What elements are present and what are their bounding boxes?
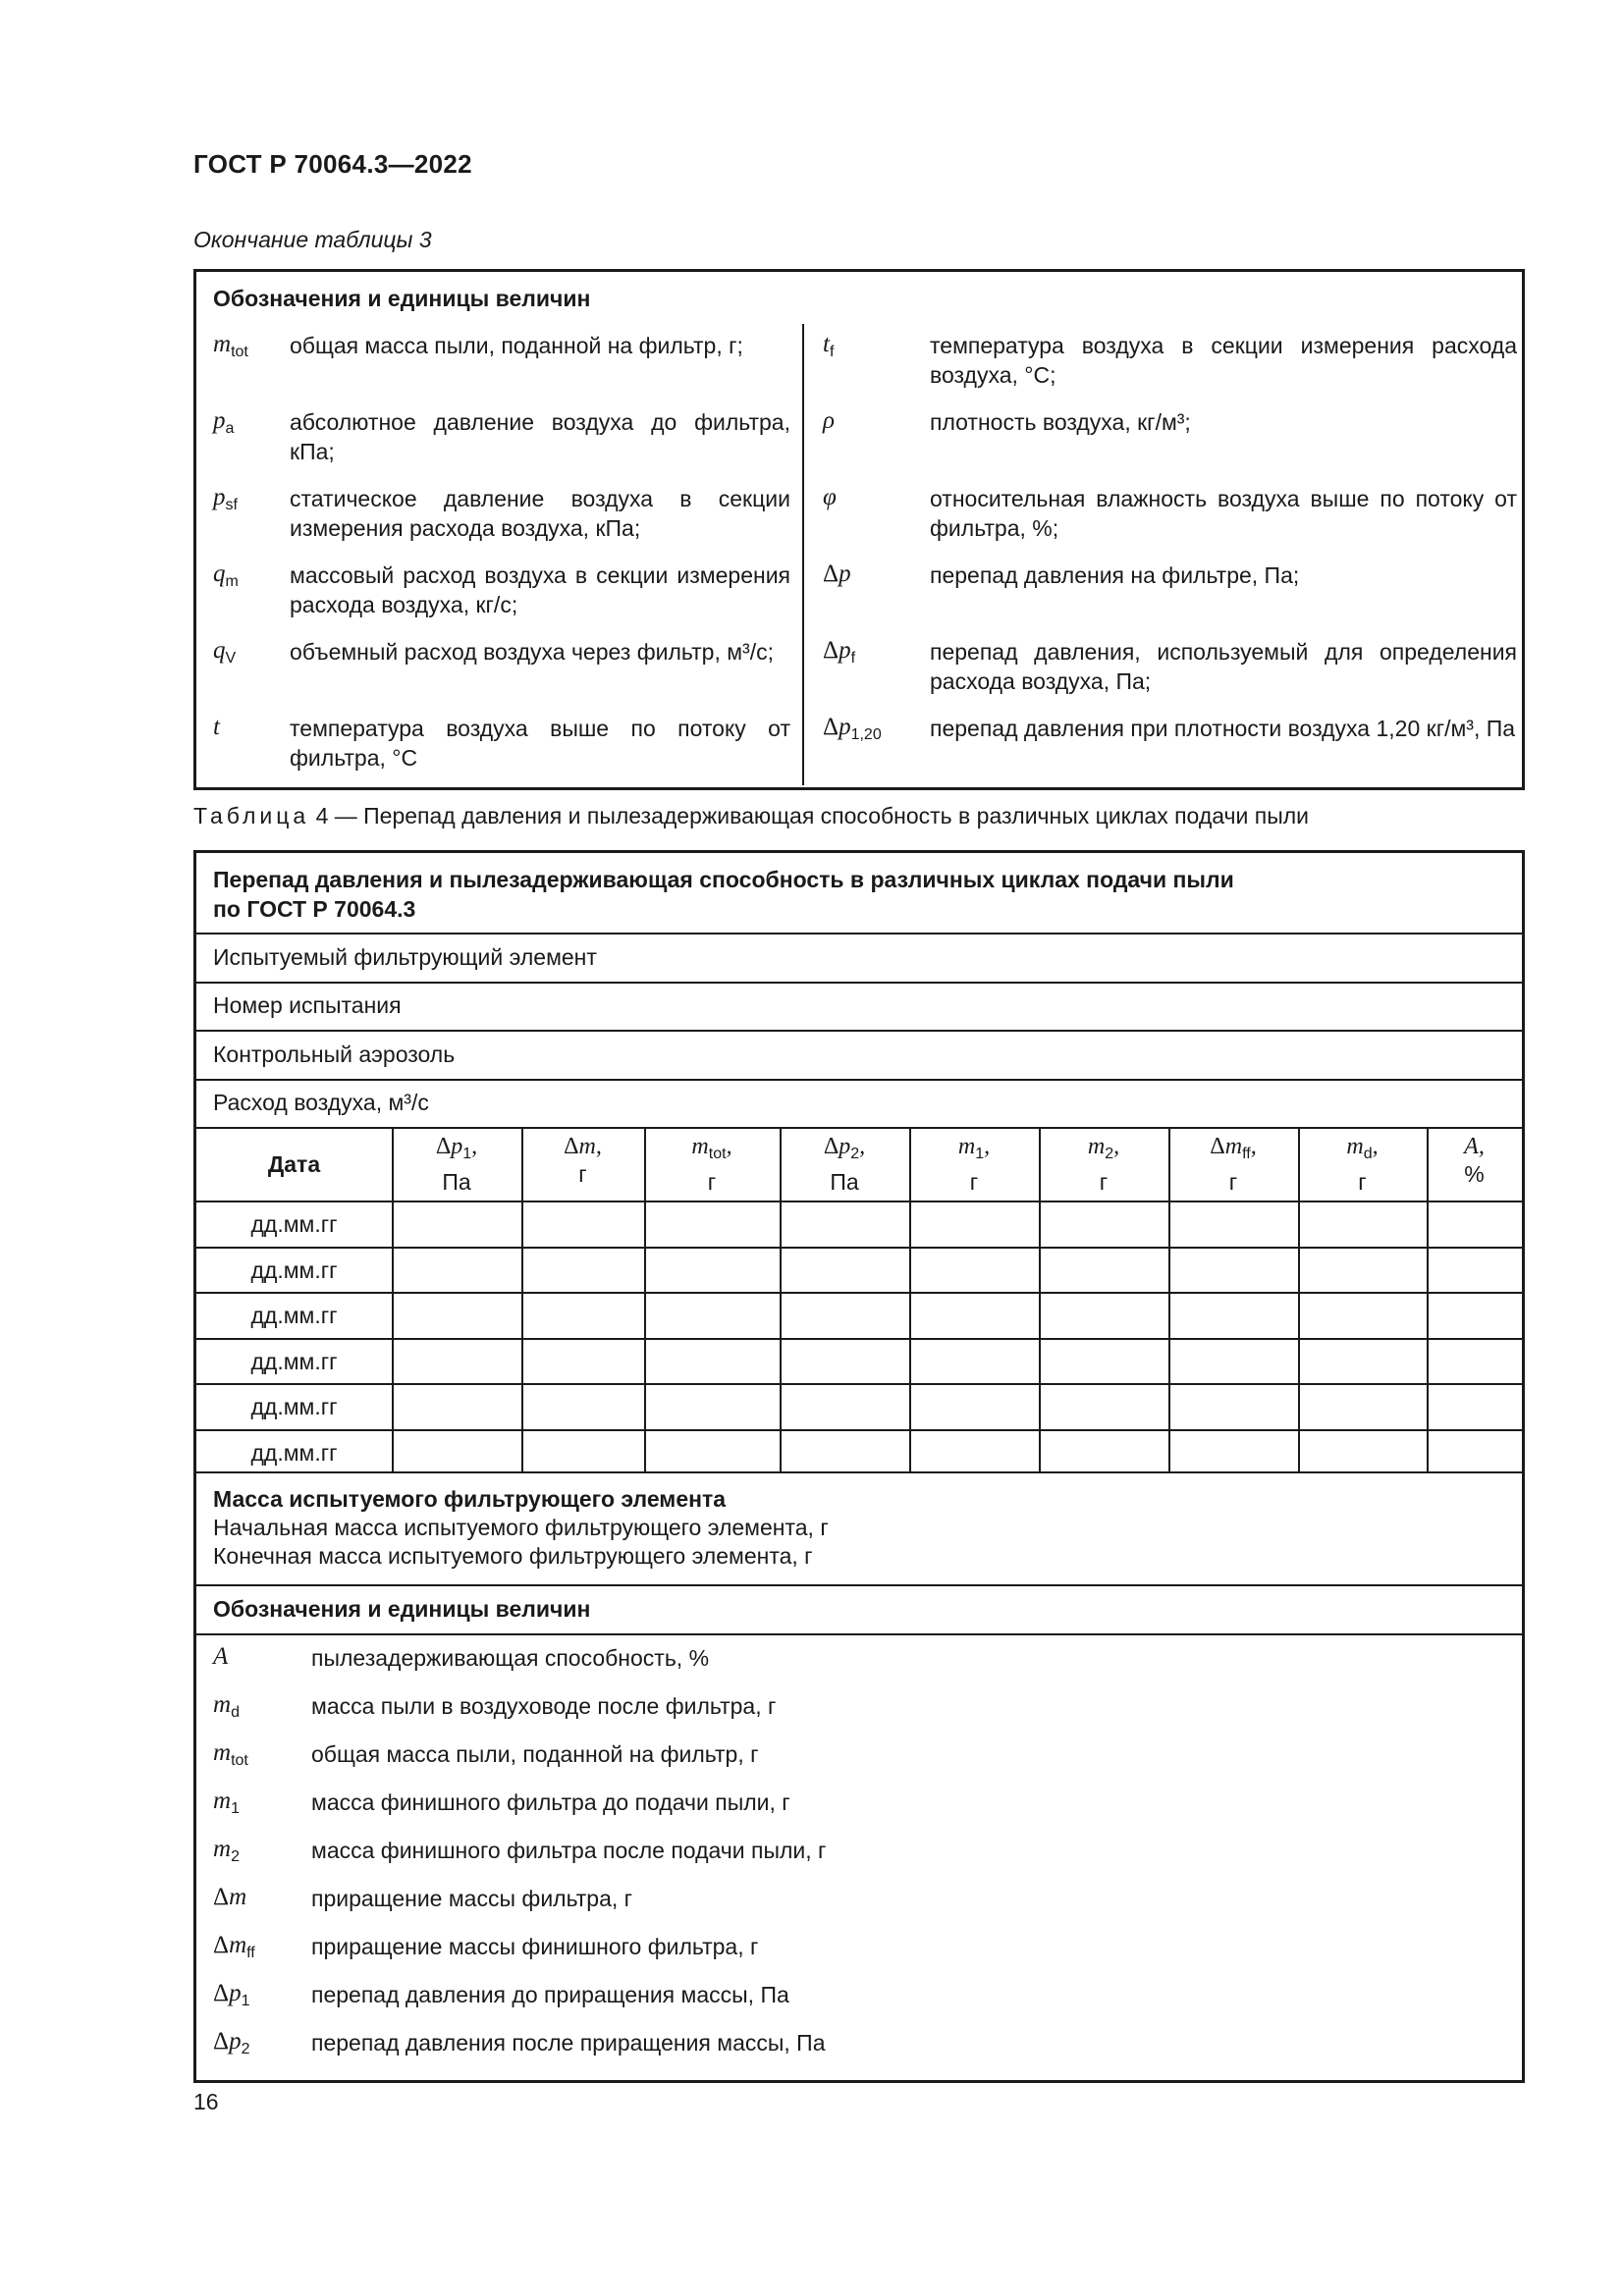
divider	[196, 1079, 1522, 1081]
table3-left-symbol: $p_{sf}$	[213, 484, 238, 513]
column-unit: Па	[442, 1169, 471, 1195]
divider	[196, 933, 1522, 934]
glossary-symbol: $\Delta p_1$	[213, 1980, 250, 2009]
document-id: ГОСТ Р 70064.3—2022	[193, 149, 472, 179]
glossary-symbol: $m_d$	[213, 1691, 240, 1721]
table3-right-description: температура воздуха в секции измерения расхода воздуха, °С;	[930, 333, 1517, 388]
table4-caption-text: 4 — Перепад давления и пылезадерживающая способность в различных циклах подачи пыли	[315, 803, 1310, 828]
glossary-description: общая масса пыли, поданной на фильтр, г	[311, 1741, 759, 1767]
table3-right-symbol: Δp	[823, 561, 851, 587]
date-cell: дд.мм.гг	[250, 1303, 338, 1328]
table4-title-line2: по ГОСТ Р 70064.3	[213, 896, 416, 922]
info-row-aerosol: Контрольный аэрозоль	[213, 1041, 456, 1067]
column-header: $\Delta p_1$, Па	[392, 1133, 521, 1196]
table3-right-description: перепад давления при плотности воздуха 1,20 кг/м³, Па	[930, 716, 1516, 741]
table3-right-description: относительная влажность воздуха выше по потоку от фильтра, %;	[930, 486, 1517, 541]
page-number: 16	[193, 2089, 219, 2114]
column-unit: г	[1358, 1169, 1367, 1195]
table3-left-description: абсолютное давление воздуха до фильтра, кПа;	[290, 409, 790, 464]
glossary-symbol: $\Delta m_{ff}$	[213, 1932, 255, 1961]
column-header: A, %	[1427, 1133, 1522, 1188]
glossary-symbol: $\Delta p_2$	[213, 2028, 250, 2057]
divider	[196, 1471, 1522, 1473]
column-header: $\Delta p_2$, Па	[780, 1133, 909, 1196]
glossary-description: масса финишного фильтра до подачи пыли, г	[311, 1789, 790, 1815]
glossary-symbol: A	[213, 1643, 229, 1670]
divider	[196, 1429, 1522, 1431]
date-cell: дд.мм.гг	[250, 1348, 338, 1374]
column-unit: г	[707, 1169, 717, 1195]
table3-left-symbol: $q_m$	[213, 561, 239, 590]
table3-left-description: температура воздуха выше по потоку от фильтра, °С	[290, 716, 790, 771]
glossary-description: приращение массы фильтра, г	[311, 1886, 633, 1911]
column-unit: г	[1099, 1169, 1109, 1195]
column-unit: г	[969, 1169, 979, 1195]
table3-header: Обозначения и единицы величин	[213, 286, 591, 311]
glossary-symbol: $m_2$	[213, 1836, 240, 1865]
table3-left-symbol: $p_a$	[213, 407, 235, 437]
glossary-description: пылезадерживающая способность, %	[311, 1645, 710, 1671]
glossary-symbol: Δm	[213, 1884, 247, 1910]
glossary-symbol: $m_{tot}$	[213, 1739, 248, 1769]
table3-right-symbol: ρ	[823, 407, 835, 434]
table3-continuation	[193, 269, 1525, 790]
divider	[196, 1247, 1522, 1249]
table4-caption	[193, 803, 1309, 829]
table3-column-divider	[802, 324, 804, 785]
glossary-description: приращение массы финишного фильтра, г	[311, 1934, 759, 1959]
table3-left-description: объемный расход воздуха через фильтр, м³/с;	[290, 639, 774, 665]
table3-left-symbol: t	[213, 714, 220, 740]
column-header-date: Дата	[267, 1151, 321, 1177]
glossary-description: масса финишного фильтра после подачи пыли, г	[311, 1838, 827, 1863]
mass-header: Масса испытуемого фильтрующего элемента	[213, 1486, 727, 1512]
table4-caption-word: Таблица	[193, 803, 310, 828]
table3-left-description: массовый расход воздуха в секции измерения расхода воздуха, кг/с;	[290, 562, 790, 617]
column-unit: Па	[830, 1169, 859, 1195]
divider	[196, 1338, 1522, 1340]
table3-left-description: статическое давление воздуха в секции измерения расхода воздуха, кПа;	[290, 486, 790, 541]
date-cell: дд.мм.гг	[250, 1211, 338, 1237]
table3-right-symbol: φ	[823, 484, 837, 510]
table3-right-description: перепад давления на фильтре, Па;	[930, 562, 1300, 588]
glossary-description: перепад давления до приращения массы, Па	[311, 1982, 789, 2007]
date-cell: дд.мм.гг	[250, 1394, 338, 1419]
divider	[196, 982, 1522, 984]
column-unit: г	[578, 1161, 587, 1187]
mass-initial: Начальная масса испытуемого фильтрующего элемента, г	[213, 1515, 829, 1540]
info-row-test-number: Номер испытания	[213, 992, 402, 1018]
mass-section	[213, 1485, 829, 1571]
table3-right-description: плотность воздуха, кг/м³;	[930, 409, 1191, 435]
glossary-description: перепад давления после приращения массы, Па	[311, 2030, 826, 2056]
divider	[196, 1383, 1522, 1385]
mass-final: Конечная масса испытуемого фильтрующего элемента, г	[213, 1543, 813, 1569]
column-unit: г	[1228, 1169, 1238, 1195]
divider	[196, 1201, 1522, 1202]
table3-right-symbol: $\Delta p_{1,20}$	[823, 714, 882, 743]
table4-title-line1: Перепад давления и пылезадерживающая способность в различных циклах подачи пыли	[213, 867, 1234, 892]
table3-left-symbol: $q_V$	[213, 637, 237, 667]
column-header: $m_d$, г	[1298, 1133, 1427, 1196]
divider	[196, 1633, 1522, 1635]
glossary-description: масса пыли в воздуховоде после фильтра, г	[311, 1693, 777, 1719]
table3-right-symbol: $t_f$	[823, 331, 835, 360]
divider	[196, 1127, 1522, 1129]
table4	[193, 850, 1525, 2083]
glossary-header: Обозначения и единицы величин	[213, 1596, 591, 1622]
table3-right-description: перепад давления, используемый для определения расхода воздуха, Па;	[930, 639, 1517, 694]
table3-left-description: общая масса пыли, поданной на фильтр, г;	[290, 333, 743, 358]
continuation-label: Окончание таблицы 3	[193, 227, 432, 252]
column-header: $m_1$, г	[909, 1133, 1039, 1196]
table3-left-symbol: $m_{tot}$	[213, 331, 248, 360]
column-header: $m_{tot}$, г	[644, 1133, 780, 1196]
divider	[196, 1292, 1522, 1294]
column-header: Δm, г	[521, 1133, 644, 1188]
date-cell: дд.мм.гг	[250, 1256, 338, 1283]
divider	[196, 1030, 1522, 1032]
column-unit: %	[1464, 1161, 1485, 1187]
table4-title	[213, 865, 1234, 924]
divider	[196, 1584, 1522, 1586]
column-header: $\Delta m_{ff}$, г	[1168, 1133, 1298, 1196]
info-row-filter-element: Испытуемый фильтрующий элемент	[213, 944, 597, 970]
glossary-symbol: $m_1$	[213, 1788, 240, 1817]
date-cell: дд.мм.гг	[250, 1439, 338, 1466]
info-row-airflow: Расход воздуха, м³/с	[213, 1090, 429, 1115]
table3-right-symbol: $\Delta p_f$	[823, 637, 856, 667]
column-header: $m_2$, г	[1039, 1133, 1168, 1196]
